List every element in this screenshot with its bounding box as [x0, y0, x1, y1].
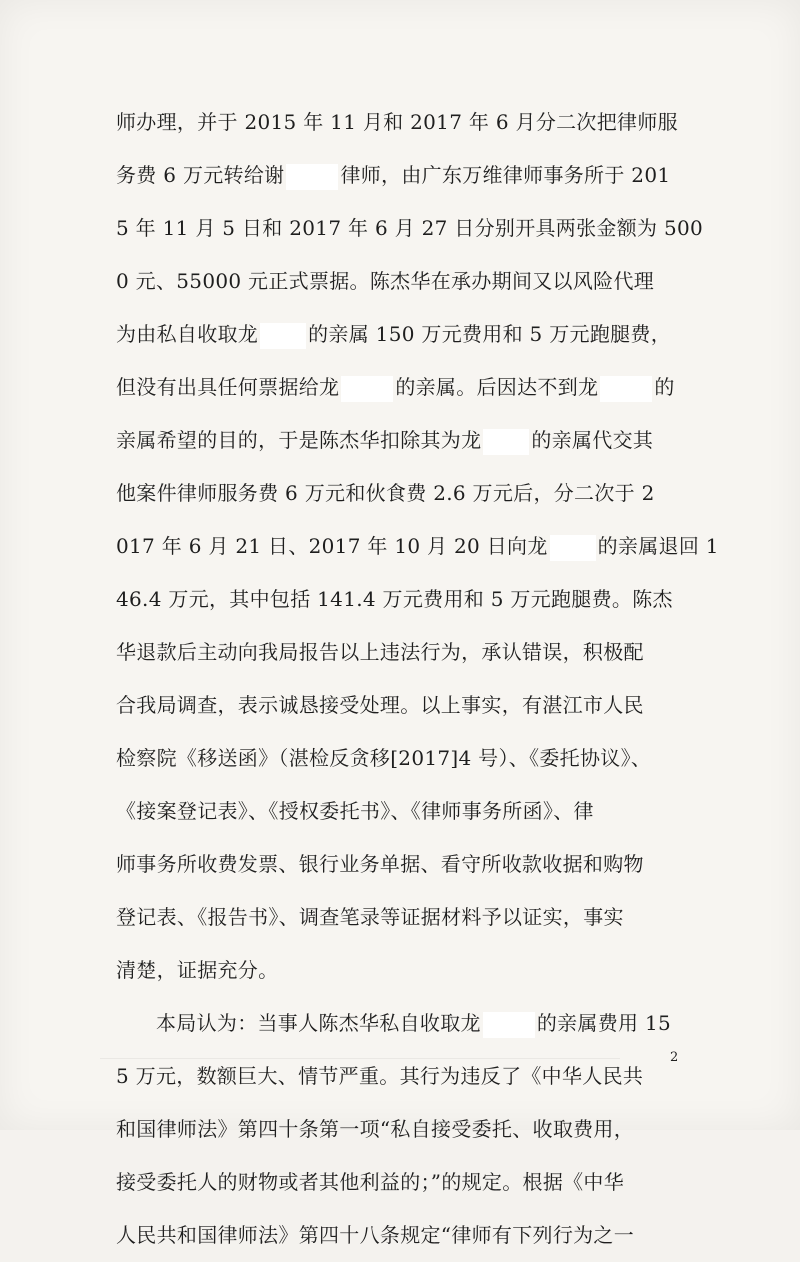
text-line	[116, 891, 676, 944]
text-segment: 和国律师法》第四十条第一项“私自接受委托、收取费用，	[116, 1117, 635, 1141]
text-line	[116, 467, 676, 520]
text-line	[116, 997, 676, 1050]
text-segment: 检察院《移送函》（湛检反贪移[2017]4 号）、《委托协议》、	[116, 746, 652, 770]
text-segment: 他案件律师服务费 6 万元和伙食费 2.6 万元后，分二次于 2	[116, 481, 655, 505]
text-segment: 5 年 11 月 5 日和 2017 年 6 月 27 日分别开具两张金额为 500	[116, 216, 704, 240]
text-segment: 清楚，证据充分。	[116, 958, 279, 982]
text-line	[116, 573, 676, 626]
text-segment: 的亲属代交其	[531, 428, 654, 452]
text-line	[116, 944, 676, 997]
redaction-box	[483, 429, 529, 455]
redaction-box	[286, 164, 338, 190]
footer-rule	[100, 1058, 620, 1059]
text-line	[116, 785, 676, 838]
text-line	[116, 414, 676, 467]
text-segment: 的亲属 150 万元费用和 5 万元跑腿费，	[308, 322, 672, 346]
text-segment: 本局认为：当事人陈杰华私自收取龙	[156, 1011, 481, 1035]
redaction-box	[550, 535, 596, 561]
text-line	[116, 732, 676, 785]
text-segment: 5 万元，数额巨大、情节严重。其行为违反了《中华人民共	[116, 1064, 644, 1088]
text-segment: 0 元、55000 元正式票据。陈杰华在承办期间又以风险代理	[116, 269, 655, 293]
text-segment: 师事务所收费发票、银行业务单据、看守所收款收据和购物	[116, 852, 644, 876]
redaction-box	[483, 1012, 535, 1038]
text-segment: 的亲属退回 1	[597, 534, 719, 558]
text-segment: 师办理，并于 2015 年 11 月和 2017 年 6 月分二次把律师服	[116, 110, 678, 134]
text-line	[116, 838, 676, 891]
text-line	[116, 308, 676, 361]
text-line	[116, 202, 704, 255]
text-segment: 《接案登记表》、《授权委托书》、《律师事务所函》、律	[116, 799, 594, 823]
text-segment: 46.4 万元，其中包括 141.4 万元费用和 5 万元跑腿费。陈杰	[116, 587, 673, 611]
text-segment: 但没有出具任何票据给龙	[116, 375, 340, 399]
text-segment: 务费 6 万元转给谢	[116, 163, 285, 187]
text-segment: 律师，由广东万维律师事务所于 201	[340, 163, 671, 187]
document-body	[116, 96, 719, 1262]
text-line	[116, 96, 676, 149]
text-line	[116, 1103, 676, 1156]
text-line	[116, 679, 676, 732]
redaction-box	[260, 323, 306, 349]
text-line	[116, 520, 719, 573]
text-segment: 的亲属费用 15	[536, 1011, 672, 1035]
text-segment: 为由私自收取龙	[116, 322, 259, 346]
text-segment: 的亲属。后因达不到龙	[395, 375, 599, 399]
text-segment: 的	[654, 375, 675, 399]
text-line	[116, 1209, 676, 1262]
text-line	[116, 361, 676, 414]
page-number: 2	[670, 1050, 679, 1065]
text-line	[116, 1156, 676, 1209]
text-segment: 登记表、《报告书》、调查笔录等证据材料予以证实，事实	[116, 905, 624, 929]
text-segment: 合我局调查，表示诚恳接受处理。以上事实，有湛江市人民	[116, 693, 644, 717]
text-segment: 亲属希望的目的，于是陈杰华扣除其为龙	[116, 428, 482, 452]
text-segment: 华退款后主动向我局报告以上违法行为，承认错误，积极配	[116, 640, 644, 664]
text-segment: 接受委托人的财物或者其他利益的；”的规定。根据《中华	[116, 1170, 625, 1194]
redaction-box	[600, 376, 652, 402]
redaction-box	[341, 376, 393, 402]
text-line	[116, 255, 676, 308]
text-segment: 017 年 6 月 21 日、2017 年 10 月 20 日向龙	[116, 534, 548, 558]
text-line	[116, 149, 676, 202]
text-line	[116, 626, 676, 679]
text-segment: 人民共和国律师法》第四十八条规定“律师有下列行为之一	[116, 1223, 635, 1247]
